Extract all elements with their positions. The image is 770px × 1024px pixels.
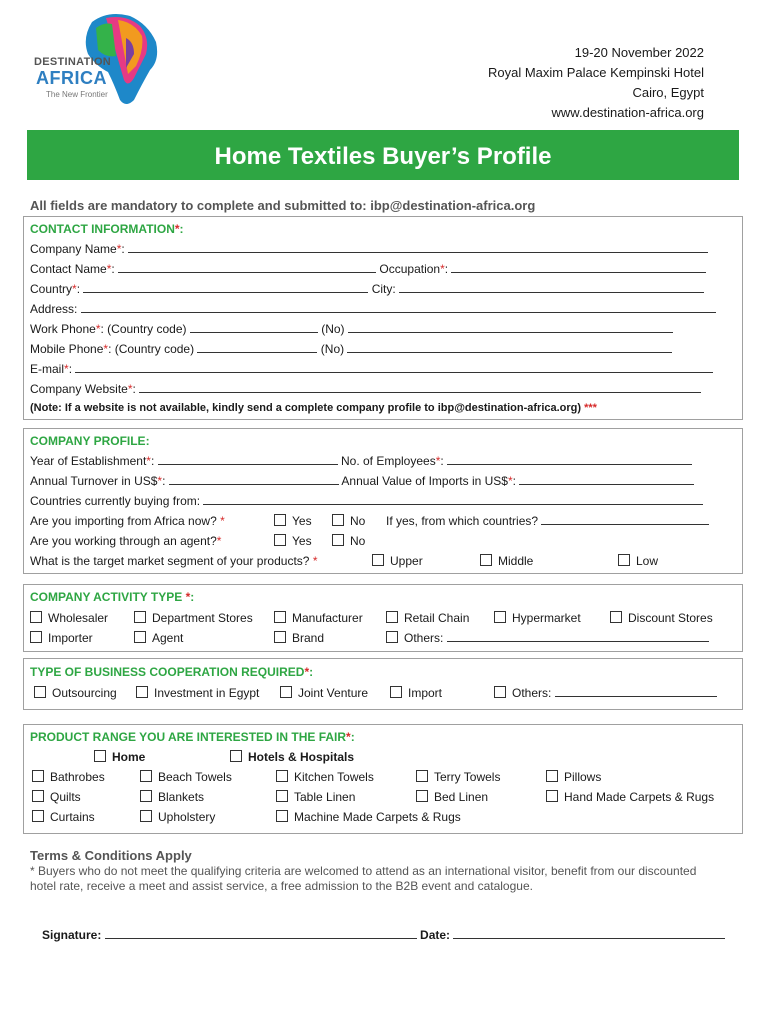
company-name-field[interactable] xyxy=(128,242,708,253)
date-field[interactable] xyxy=(453,928,725,939)
profile-heading: COMPANY PROFILE: xyxy=(30,434,150,448)
work-phone-number-field[interactable] xyxy=(348,322,673,333)
checkbox[interactable] xyxy=(546,790,558,802)
coop-outsourcing[interactable]: Outsourcing xyxy=(34,686,117,700)
activity-department-stores[interactable]: Department Stores xyxy=(134,611,253,625)
checkbox[interactable] xyxy=(386,611,398,623)
product-pillows[interactable]: Pillows xyxy=(546,770,601,784)
website-field[interactable] xyxy=(139,382,701,393)
terms-text: * Buyers who do not meet the qualifying criteria are welcomed to attend as an international visitor, benefit from our discounted hotel rate, receive a meet and assist service, a free admission to the B2B event and catalogue. xyxy=(30,864,697,893)
work-phone-code-field[interactable] xyxy=(190,322,318,333)
checkbox[interactable] xyxy=(386,631,398,643)
checkbox[interactable] xyxy=(274,611,286,623)
segment-q-label: What is the target market segment of your products? * xyxy=(30,554,318,568)
checkbox[interactable] xyxy=(416,770,428,782)
contact-name-row: Contact Name*: Occupation*: xyxy=(30,262,706,276)
product-blankets[interactable]: Blankets xyxy=(140,790,204,804)
activity-brand[interactable]: Brand xyxy=(274,631,324,645)
checkbox[interactable] xyxy=(276,790,288,802)
checkbox[interactable] xyxy=(332,514,344,526)
checkbox[interactable] xyxy=(480,554,492,566)
year-row: Year of Establishment*: No. of Employees*: xyxy=(30,454,692,468)
page-title: Home Textiles Buyer’s Profile xyxy=(27,130,739,180)
checkbox[interactable] xyxy=(372,554,384,566)
checkbox[interactable] xyxy=(416,790,428,802)
activity-agent[interactable]: Agent xyxy=(134,631,183,645)
mandatory-note: All fields are mandatory to complete and submitted to: ibp@destination-africa.org xyxy=(30,198,536,213)
coop-joint-venture[interactable]: Joint Venture xyxy=(280,686,368,700)
terms-title: Terms & Conditions Apply xyxy=(30,848,192,863)
product-heading: PRODUCT RANGE YOU ARE INTERESTED IN THE FAIR*: xyxy=(30,730,355,744)
importing-yes-option[interactable]: Yes xyxy=(274,514,312,528)
checkbox[interactable] xyxy=(274,514,286,526)
checkbox[interactable] xyxy=(274,631,286,643)
checkbox[interactable] xyxy=(32,810,44,822)
mobile-phone-row: Mobile Phone*: (Country code) (No) xyxy=(30,342,672,356)
activity-retail-chain[interactable]: Retail Chain xyxy=(386,611,469,625)
logo-text-destination: DESTINATION xyxy=(34,56,112,68)
checkbox[interactable] xyxy=(34,686,46,698)
segment-upper-option[interactable]: Upper xyxy=(372,554,423,568)
checkbox[interactable] xyxy=(276,770,288,782)
address-field[interactable] xyxy=(81,302,716,313)
turnover-row: Annual Turnover in US$*: Annual Value of Imports in US$*: xyxy=(30,474,694,488)
company-name-row: Company Name*: xyxy=(30,242,708,256)
product-table-linen[interactable]: Table Linen xyxy=(276,790,355,804)
product-bed-linen[interactable]: Bed Linen xyxy=(416,790,488,804)
contact-name-field[interactable] xyxy=(118,262,376,273)
product-terry-towels[interactable]: Terry Towels xyxy=(416,770,500,784)
country-field[interactable] xyxy=(83,282,368,293)
checkbox[interactable] xyxy=(332,534,344,546)
coop-others-field[interactable] xyxy=(555,686,717,697)
activity-wholesaler[interactable]: Wholesaler xyxy=(30,611,108,625)
product-upholstery[interactable]: Upholstery xyxy=(140,810,215,824)
product-range-section xyxy=(23,724,743,834)
signature-label: Signature: xyxy=(42,928,102,942)
product-home[interactable]: Home xyxy=(94,750,145,764)
product-kitchen-towels[interactable]: Kitchen Towels xyxy=(276,770,374,784)
checkbox[interactable] xyxy=(30,611,42,623)
checkbox[interactable] xyxy=(134,631,146,643)
destination-africa-logo xyxy=(30,8,170,108)
checkbox[interactable] xyxy=(140,790,152,802)
mobile-phone-code-field[interactable] xyxy=(197,342,317,353)
checkbox[interactable] xyxy=(276,810,288,822)
activity-discount-stores[interactable]: Discount Stores xyxy=(610,611,713,625)
segment-low-option[interactable]: Low xyxy=(618,554,658,568)
work-phone-row: Work Phone*: (Country code) (No) xyxy=(30,322,673,336)
checkbox[interactable] xyxy=(494,686,506,698)
checkbox[interactable] xyxy=(94,750,106,762)
event-venue: Royal Maxim Palace Kempinski Hotel xyxy=(487,65,704,80)
activity-manufacturer[interactable]: Manufacturer xyxy=(274,611,363,625)
mobile-phone-number-field[interactable] xyxy=(347,342,672,353)
date-label: Date: xyxy=(420,928,451,942)
checkbox[interactable] xyxy=(494,611,506,623)
activity-importer[interactable]: Importer xyxy=(30,631,93,645)
checkbox[interactable] xyxy=(230,750,242,762)
cooperation-heading: TYPE OF BUSINESS COOPERATION REQUIRED*: xyxy=(30,665,314,679)
coop-investment[interactable]: Investment in Egypt xyxy=(136,686,259,700)
agent-no-option[interactable]: No xyxy=(332,534,365,548)
checkbox[interactable] xyxy=(32,770,44,782)
website-row: Company Website*: xyxy=(30,382,701,396)
segment-middle-option[interactable]: Middle xyxy=(480,554,533,568)
company-profile-section xyxy=(23,428,743,574)
checkbox[interactable] xyxy=(30,631,42,643)
checkbox[interactable] xyxy=(134,611,146,623)
agent-q-label: Are you working through an agent?* xyxy=(30,534,222,548)
activity-heading: COMPANY ACTIVITY TYPE *: xyxy=(30,590,195,604)
activity-others-field[interactable] xyxy=(447,631,709,642)
which-countries-field[interactable] xyxy=(541,514,709,525)
signature-field[interactable] xyxy=(105,928,417,939)
countries-row: Countries currently buying from: xyxy=(30,494,703,508)
checkbox[interactable] xyxy=(390,686,402,698)
event-info xyxy=(488,43,704,123)
checkbox[interactable] xyxy=(136,686,148,698)
email-row: E-mail*: xyxy=(30,362,713,376)
occupation-field[interactable] xyxy=(451,262,706,273)
country-row: Country*: City: xyxy=(30,282,704,296)
logo-tagline: The New Frontier xyxy=(46,90,108,99)
checkbox[interactable] xyxy=(610,611,622,623)
checkbox[interactable] xyxy=(274,534,286,546)
checkbox[interactable] xyxy=(32,790,44,802)
checkbox[interactable] xyxy=(618,554,630,566)
turnover-field[interactable] xyxy=(169,474,339,485)
product-quilts[interactable]: Quilts xyxy=(32,790,81,804)
year-field[interactable] xyxy=(158,454,338,465)
website-note: (Note: If a website is not available, kindly send a complete company profile to ibp@destination-africa.org) *** xyxy=(30,402,597,414)
product-bathrobes[interactable]: Bathrobes xyxy=(32,770,105,784)
checkbox[interactable] xyxy=(140,770,152,782)
activity-section xyxy=(23,584,743,652)
city-field[interactable] xyxy=(399,282,704,293)
cooperation-section xyxy=(23,658,743,710)
contact-heading: CONTACT INFORMATION*: xyxy=(30,222,184,236)
event-website[interactable]: www.destination-africa.org xyxy=(551,105,704,120)
email-field[interactable] xyxy=(75,362,713,373)
countries-field[interactable] xyxy=(203,494,703,505)
contact-section xyxy=(23,216,743,420)
checkbox[interactable] xyxy=(280,686,292,698)
logo-text-africa: AFRICA xyxy=(36,68,107,88)
checkbox[interactable] xyxy=(546,770,558,782)
product-curtains[interactable]: Curtains xyxy=(32,810,95,824)
checkbox[interactable] xyxy=(140,810,152,822)
address-row: Address: xyxy=(30,302,716,316)
event-city: Cairo, Egypt xyxy=(632,85,704,100)
which-countries-row: If yes, from which countries? xyxy=(386,514,709,528)
importing-no-option[interactable]: No xyxy=(332,514,365,528)
coop-import[interactable]: Import xyxy=(390,686,442,700)
agent-yes-option[interactable]: Yes xyxy=(274,534,312,548)
signature-row xyxy=(42,928,725,942)
activity-hypermarket[interactable]: Hypermarket xyxy=(494,611,581,625)
product-hotels[interactable]: Hotels & Hospitals xyxy=(230,750,354,764)
product-machine-carpets[interactable]: Machine Made Carpets & Rugs xyxy=(276,810,461,824)
imports-field[interactable] xyxy=(519,474,694,485)
importing-q-label: Are you importing from Africa now? * xyxy=(30,514,225,528)
event-date: 19-20 November 2022 xyxy=(574,45,704,60)
coop-others[interactable]: Others: xyxy=(494,686,717,700)
activity-others[interactable]: Others: xyxy=(386,631,709,645)
product-handmade-carpets[interactable]: Hand Made Carpets & Rugs xyxy=(546,790,714,804)
employees-field[interactable] xyxy=(447,454,692,465)
product-beach-towels[interactable]: Beach Towels xyxy=(140,770,232,784)
